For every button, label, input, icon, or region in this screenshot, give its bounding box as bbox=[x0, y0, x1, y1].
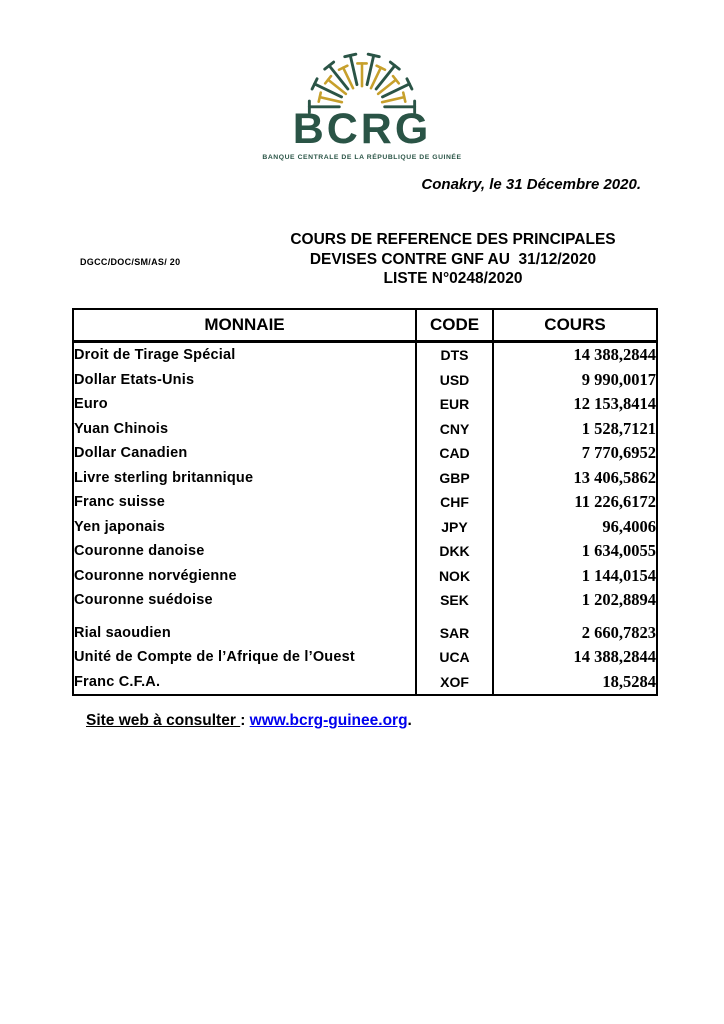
table-row bbox=[73, 342, 657, 368]
logo-acronym: BCRG bbox=[292, 105, 432, 153]
title-line-2: DEVISES CONTRE GNF AU 31/12/2020 bbox=[309, 250, 597, 268]
currency-name: Droit de Tirage Spécial bbox=[74, 347, 236, 364]
site-label: Site web à consulter bbox=[86, 712, 241, 729]
currency-code: DTS bbox=[416, 342, 493, 368]
table-row bbox=[73, 368, 657, 393]
currency-rate: 18,5284 bbox=[602, 671, 656, 691]
currency-name: Yen japonais bbox=[74, 518, 166, 535]
currency-name: Rial saoudien bbox=[74, 624, 171, 641]
currency-code: XOF bbox=[416, 670, 493, 696]
currency-code: UCA bbox=[416, 645, 493, 670]
document-reference: DGCC/DOC/SM/AS/ 20 bbox=[80, 257, 181, 267]
currency-rate: 11 226,6172 bbox=[574, 492, 656, 512]
table-row bbox=[73, 466, 657, 491]
currency-code: SEK bbox=[416, 588, 493, 613]
table-row bbox=[73, 417, 657, 442]
dateline: Conakry, le 31 Décembre 2020. bbox=[421, 176, 641, 193]
currency-code: CHF bbox=[416, 490, 493, 515]
table-row bbox=[73, 564, 657, 589]
currency-rate: 96,4006 bbox=[602, 516, 656, 536]
currency-name: Franc suisse bbox=[74, 494, 166, 511]
currency-rate: 12 153,8414 bbox=[573, 394, 656, 414]
footer-note bbox=[86, 712, 412, 730]
bcrg-logo bbox=[0, 50, 724, 161]
document-title bbox=[252, 230, 654, 289]
currency-name: Dollar Canadien bbox=[74, 445, 188, 462]
currency-code: SAR bbox=[416, 613, 493, 646]
exchange-rates-table bbox=[72, 308, 658, 696]
currency-name: Yuan Chinois bbox=[74, 420, 169, 437]
currency-name: Dollar Etats-Unis bbox=[74, 371, 195, 388]
currency-rate: 2 660,7823 bbox=[581, 622, 656, 642]
currency-name: Couronne danoise bbox=[74, 543, 205, 560]
column-header-code: CODE bbox=[416, 309, 493, 342]
table-row bbox=[73, 645, 657, 670]
currency-code: EUR bbox=[416, 392, 493, 417]
currency-name: Euro bbox=[74, 396, 108, 413]
currency-name: Franc C.F.A. bbox=[74, 673, 161, 690]
column-header-monnaie: MONNAIE bbox=[73, 309, 416, 342]
currency-rate: 9 990,0017 bbox=[581, 369, 656, 389]
table-row bbox=[73, 613, 657, 646]
table-row bbox=[73, 539, 657, 564]
currency-code: NOK bbox=[416, 564, 493, 589]
currency-code: USD bbox=[416, 368, 493, 393]
currency-rate: 1 528,7121 bbox=[581, 418, 656, 438]
table-row bbox=[73, 670, 657, 696]
currency-name: Unité de Compte de l’Afrique de l’Ouest bbox=[74, 649, 355, 666]
currency-code: GBP bbox=[416, 466, 493, 491]
currency-name: Couronne suédoise bbox=[74, 592, 213, 609]
currency-code: CNY bbox=[416, 417, 493, 442]
column-header-cours: COURS bbox=[493, 309, 657, 342]
currency-code: CAD bbox=[416, 441, 493, 466]
currency-rate: 13 406,5862 bbox=[573, 467, 656, 487]
currency-rate: 7 770,6952 bbox=[581, 443, 656, 463]
table-row bbox=[73, 490, 657, 515]
title-line-1: COURS DE REFERENCE DES PRINCIPALES bbox=[290, 231, 616, 248]
currency-rate: 1 202,8894 bbox=[581, 590, 656, 610]
footer-separator: : bbox=[240, 712, 250, 729]
currency-name: Livre sterling britannique bbox=[74, 469, 254, 486]
table-row bbox=[73, 515, 657, 540]
table-header-row bbox=[73, 309, 657, 342]
currency-rate: 14 388,2844 bbox=[573, 345, 656, 365]
currency-rate: 1 144,0154 bbox=[581, 565, 656, 585]
table-row bbox=[73, 441, 657, 466]
currency-rate: 1 634,0055 bbox=[581, 541, 656, 561]
currency-name: Couronne norvégienne bbox=[74, 567, 237, 584]
table-row bbox=[73, 588, 657, 613]
title-line-3: LISTE N°0248/2020 bbox=[383, 270, 523, 287]
currency-rate: 14 388,2844 bbox=[573, 647, 656, 667]
footer-period: . bbox=[407, 712, 412, 729]
currency-code: JPY bbox=[416, 515, 493, 540]
currency-code: DKK bbox=[416, 539, 493, 564]
website-link[interactable]: www.bcrg-guinee.org bbox=[249, 712, 408, 729]
table-row bbox=[73, 392, 657, 417]
logo-tagline: BANQUE CENTRALE DE LA RÉPUBLIQUE DE GUINÉE bbox=[262, 154, 462, 161]
